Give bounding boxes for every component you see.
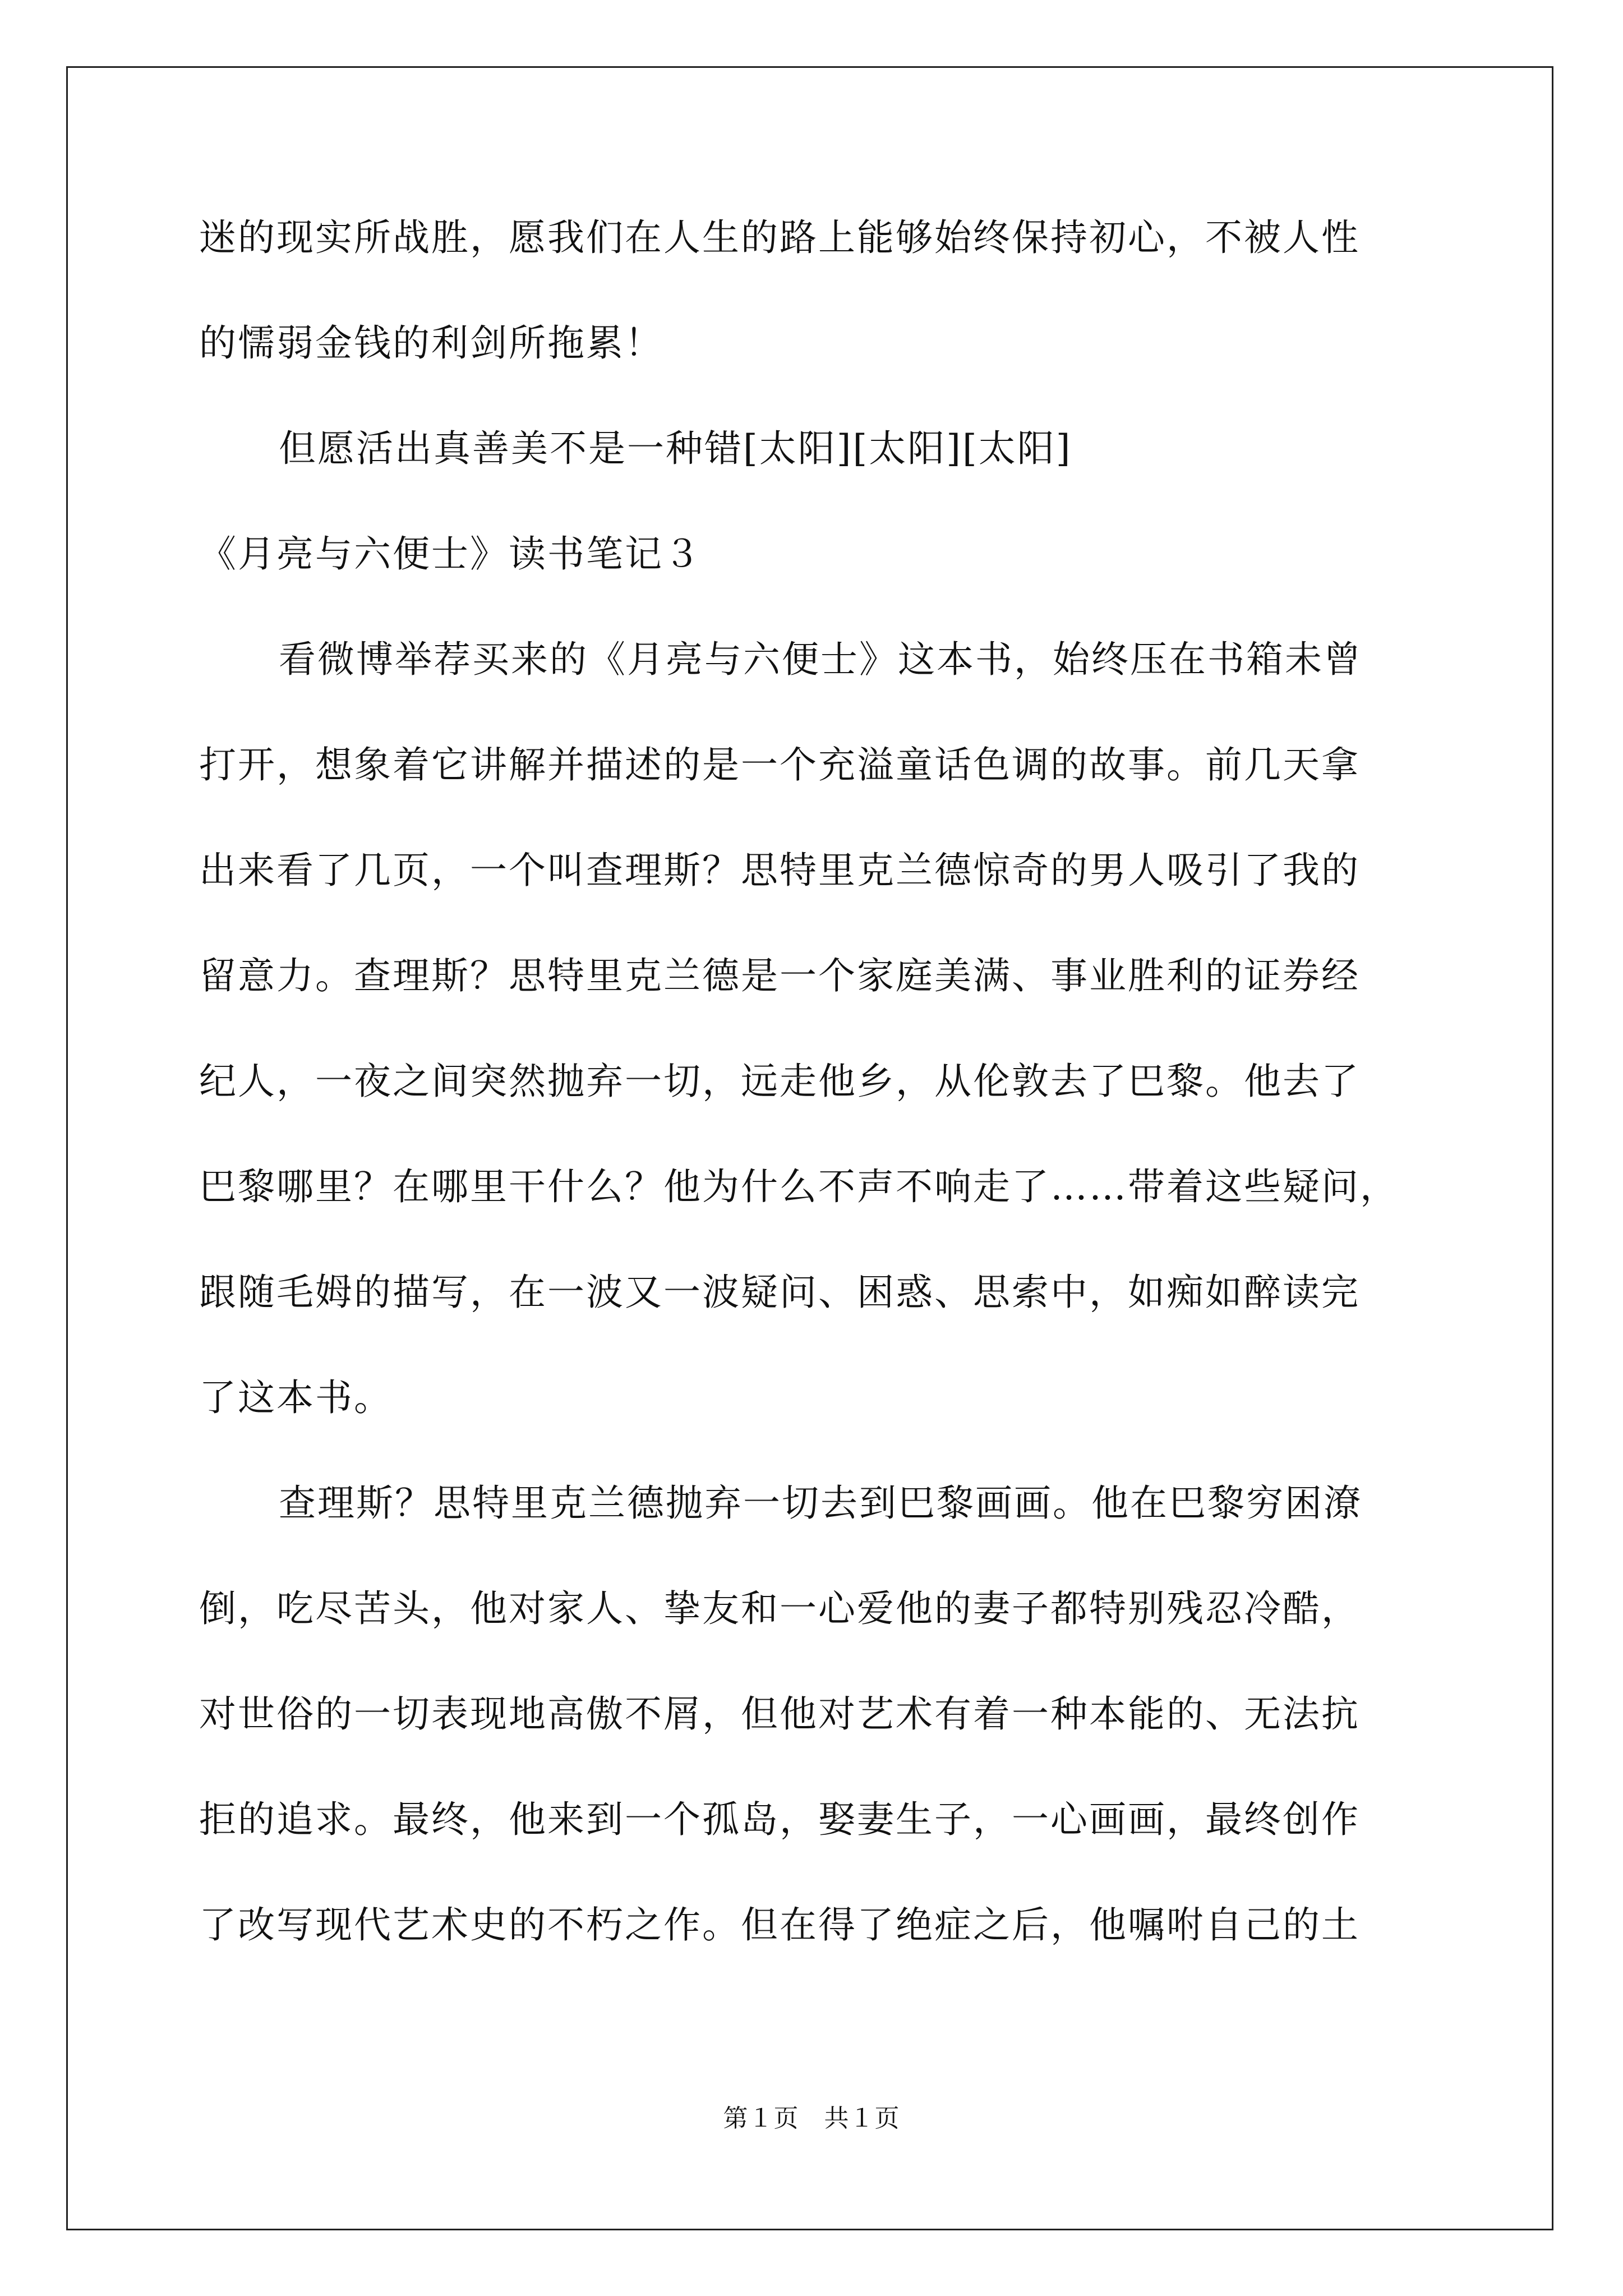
text-line: 跟随毛姆的描写，在一波又一波疑问、困惑、思索中，如痴如醉读完 xyxy=(199,1271,1360,1314)
text-line: 的懦弱金钱的利剑所拖累！ xyxy=(199,321,663,365)
text-line: 巴黎哪里？在哪里干什么？他为什么不声不响走了……带着这些疑问， xyxy=(199,1165,1399,1208)
page-number-footer: 第１页 共１页 xyxy=(723,2104,900,2133)
text-line: 留意力。查理斯？思特里克兰德是一个家庭美满、事业胜利的证券经 xyxy=(199,954,1360,997)
text-line: 对世俗的一切表现地高傲不屑，但他对艺术有着一种本能的、无法抗 xyxy=(199,1692,1360,1736)
text-line: 打开，想象着它讲解并描述的是一个充溢童话色调的故事。前几天拿 xyxy=(199,743,1360,786)
text-line: 倒，吃尽苦头，他对家人、挚友和一心爱他的妻子都特别残忍冷酷， xyxy=(199,1587,1360,1630)
text-line: 出来看了几页，一个叫查理斯？思特里克兰德惊奇的男人吸引了我的 xyxy=(199,849,1360,892)
text-line: 查理斯？思特里克兰德抛弃一切去到巴黎画画。他在巴黎穷困潦 xyxy=(279,1481,1362,1525)
text-line: 看微博举荐买来的《月亮与六便士》这本书，始终压在书箱未曾 xyxy=(279,638,1362,681)
text-line: 了改写现代艺术史的不朽之作。但在得了绝症之后，他嘱咐自己的土 xyxy=(199,1903,1360,1947)
text-line: 了这本书。 xyxy=(199,1376,393,1419)
text-line: 纪人，一夜之间突然抛弃一切，远走他乡，从伦敦去了巴黎。他去了 xyxy=(199,1060,1360,1103)
text-line: 但愿活出真善美不是一种错[太阳][太阳][太阳] xyxy=(279,427,1072,470)
section-heading: 《月亮与六便士》读书笔记３ xyxy=(199,532,702,576)
text-line: 拒的追求。最终，他来到一个孤岛，娶妻生子，一心画画，最终创作 xyxy=(199,1798,1360,1841)
document-body xyxy=(199,185,1433,1978)
text-line: 迷的现实所战胜，愿我们在人生的路上能够始终保持初心，不被人性 xyxy=(199,216,1360,259)
